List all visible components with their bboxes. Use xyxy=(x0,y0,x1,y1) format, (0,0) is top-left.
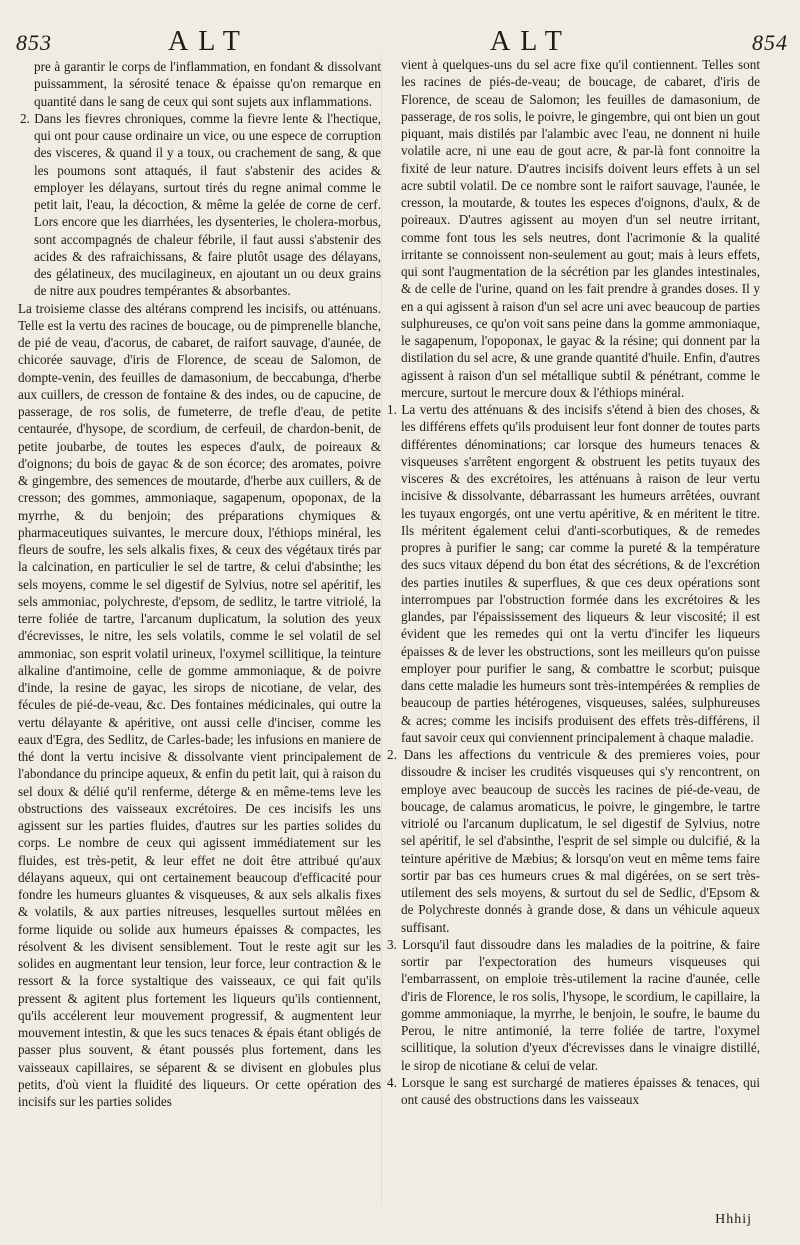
left-running-head: ALT xyxy=(168,26,250,57)
left-paragraph-2: 2. Dans les fievres chroniques, comme la fievre lente & l'hectique, qui ont pour cause ordinaire un vice, ou une espece de corruption des visceres, & quand il y a toux, ou crachement de sang, & que les poumons sont attaqués, il faut s'abstenir des acides & employer les délayans, surtout tirés du regne animal comme le petit lait, l'eau, la décoction, & même la gelée de corne de cerf. Lors encore que les diarrhées, les dysenteries, le cholera-morbus, sont accompagnés de chaleur fébrile, il faut aussi s'abstenir des acides & des rafraichissans, & faire plutôt usage des délayans, des gélatineux, des mucilagineux, en ajoutant un ou deux grains de nitre aux poudres tempérantes & absorbantes. xyxy=(20,110,381,299)
left-text-column xyxy=(18,58,381,1110)
left-page-number: 853 xyxy=(16,30,52,55)
column-gutter xyxy=(381,54,382,1204)
right-page-number: 854 xyxy=(752,30,788,55)
left-paragraph-3: La troisieme classe des altérans comprend les incisifs, ou atténuans. Telle est la vertu des racines de boucage, ou de pimprenelle blanche, de pié de veau, d'acorus, de cabaret, de raifort sauvage, d'aunée, de chicorée sauvage, d'iris de Florence, de sceau de Salomon, de dompte-venin, des feuilles de damasonium, de beccabunga, d'herbe aux cuillers, de cresson de fontaine & des indes, ou de capucine, de passerage, de ros solis, de fumeterre, de trefle d'eau, de petite centaurée, d'hysope, de scordium, de cerfeuil, de chardon-benit, de petite joubarbe, de toutes les especes d'aulx, de poireaux & d'oignons; du bois de gayac & de son écorce; des aromates, poivre & gingembre, des semences de moutarde, d'herbe aux cuillers, & de cresson; des gommes, ammoniaque, sagapenum, opoponax, de la myrrhe, & du benjoin; des préparations chymiques & pharmaceutiques suivantes, le mercure doux, l'éthiops minéral, les fleurs de soufre, les sels alkalis fixes, & ceux des végétaux tirés par la calcination, en particulier le sel de tartre, & celui d'absinthe; les sels moyens, comme le sel digestif de Sylvius, notre sel apéritif, les sels ammoniac, polychreste, d'epsom, de sedlitz, le tartre vitriolé, la terre foliée de tartre, l'arcanum duplicatum, la solution des yeux d'écrevisses, le nitre, les sels volatils, comme le sel volatil de sel ammoniac, son esprit volatil urineux, l'oxymel scillitique, la teinture alkaline d'antimoine, celle de gomme ammoniaque, & de poivre d'inde, la resine de gayac, les sirops de nicotiane, de velar, des fécules de pié-de-veau, &c. Des fontaines médicinales, qui outre la vertu délayante & apéritive, ont aussi celle d'inciser, comme les eaux d'Egra, des Sedlitz, de Carles-bade; les infusions en maniere de thé dont la vertu incisive & dissolvante vient principalement de l'abondance du principe aqueux, & enfin du petit lait, qui à raison du sel doux & délié qu'il renferme, déterge & en même-tems leve les obstructions des vaisseaux excrétoires. De ces incisifs les uns agissent sur les parties fluides, d'autres sur les parties solides du corps. Le nombre de ceux qui agissent immédiatement sur les fluides, est très-petit, & leur effet ne doit être attribué qu'aux délayans aqueux, qui ont certainement beaucoup d'efficacité pour fondre les humeurs gluantes & visqueuses, & aux sels alkalis fixes & volatils, & aux parties nitreuses, lesquelles surtout mêlées en forme liquide ou solide aux humeurs épaisses & compactes, les résolvent & les divisent sensiblement. Tout le reste agit sur les solides en augmentant leur tension, leur force, leur contraction & le ressort & la force systaltique des vaisseaux, ce qui fait qu'ils pressent & agitent plus fortement les liqueurs qu'ils contiennent, qu'ils accélerent leur mouvement progressif, & augmentent leur mouvement intestin, & que les sucs tenaces & épais étant obligés de passer plus souvent, & étant poussés plus fortement, dans les vaisseaux capillaires, se séparent & se divisent en globules plus petits, d'où vient la fluidité des liqueurs. Or cette opération des incisifs sur les parties solides xyxy=(18,300,381,1109)
right-text-column xyxy=(385,56,760,1108)
right-paragraph-continuation: vient à quelques-uns du sel acre fixe qu'il contiennent. Telles sont les racines de piés-de-veau; de boucage, de cabaret, d'iris de Florence, de sceau de Salomon; les feuilles de damasonium, de passerage, de ros solis, le poivre, le gingembre, qui ont bien un gout piquant, mais distilés par l'alambic avec l'eau, ne donnent ni huile volatile acre, ni une eau de gout acre, & par-là font connoitre la fixité de leur nature. D'autres incisifs doivent leurs effets à un sel acre subtil volatil. De ce nombre sont le raifort sauvage, l'aunée, le cresson, la moutarde, & toutes les especes d'oignons, d'aulx, & de poireaux. D'autres agissent au moyen d'un sel neutre irritant, comme font tous les sels neutres, dont l'acrimonie & la qualité irritante se connoissent non-seulement au gout; mais à leurs effets, qui sont l'augmentation de la sécrétion par les glandes intestinales, & de celle de l'urine, quand on les fait prendre à grandes doses. Il y en a qui agissent à raison d'un sel acre uni avec beaucoup de parties sulphureuses, ce qu'on voit sans peine dans la gomme ammoniaque, le sagapenum, l'opoponax, le gayac & la résine; qui donnent par la distilation du sel acre, & une grande quantité d'huile. Enfin, d'autres agissent à raison d'un sel métallique subtil & pénétrant, comme le mercure, surtout le mercure doux & l'éthiops minéral. xyxy=(401,57,760,400)
left-paragraph-continuation: pre à garantir le corps de l'inflammation, en fondant & dissolvant puissamment, la sérosité tenace & épaisse qu'on remarque en quantité dans le sang de ceux qui sont sujets aux inflammations. xyxy=(34,59,381,109)
right-paragraph-3: 3. Lorsqu'il faut dissoudre dans les maladies de la poitrine, & faire sortir par l'expectoration des humeurs visqueuses qui l'embarrassent, on emploie très-utilement la racine d'aunée, celle d'iris de Florence, le ros solis, l'hysope, le scordium, le capillaire, la gomme ammoniaque, la myrrhe, le benjoin, le soufre, le baume du Perou, le nitre antimonié, la terre foliée de tartre, l'oxymel scillitique, la solution d'yeux d'écrevisses dans le vinaigre distillé, le sirop de nicotiane & celui de velar. xyxy=(387,936,760,1073)
right-running-head: ALT xyxy=(490,26,572,57)
right-paragraph-2: 2. Dans les affections du ventricule & des premieres voies, pour dissoudre & inciser les crudités visqueuses qui s'y rencontrent, on employe avec beaucoup de succès les racines de pié-de-veau, de boucage, de calamus aromaticus, le poivre, le gingembre, le tartre vitriolé ou l'arcanum duplicatum, le sel digestif de Sylvius, notre sel apéritif, le sel d'absinthe, l'esprit de sel simple ou dulcifié, & la teinture apéritive de Mæbius; & lorsqu'on veut en même tems faire sortir par bas ces humeurs crues & mal digérées, on se sert très-utilement des sels moyens, & surtout du sel de Sedlic, d'Epsom & de Polychreste donnés à grande dose, & dans un véhicule aqueux suffisant. xyxy=(387,747,760,935)
right-paragraph-1: 1. La vertu des atténuans & des incisifs s'étend à bien des choses, & les différens effets qu'ils produisent leur font donner de toutes parts différentes dénominations; car lorsque des humeurs tenaces & visqueuses s'arrêtent engorgent & obstruent les petits tuyaux des visceres & des excrétoires, les atténuans à raison de leur vertu incisive & dissolvante, débarrassant les humeurs arrêtées, ouvrant les tuyaux engorgés, ont une vertu apéritive, & en méritent le titre. Ils méritent également celui d'anti-scorbutiques, & de remedes propres à purifier le sang; car comme la pureté & la température des sucs vitaux dépend du bon état des sécrétions, & de l'excrétion des parties inutiles & superflues, & que ces deux opérations sont interrompues par l'obstruction formée dans les excrétoires & les glandes, par l'épaississement des liqueurs & leur viscosité; il est évident que les remedes qui ont la vertu d'incifer les liqueurs épaisses & de lever les obstructions, sont les meilleurs qu'on puisse employer pour purifier le sang, & combattre le scorbut; puisque dans cette maladie les humeurs sont très-intempérées & remplies de beaucoup de parties hétérogenes, visqueuses, salées, sulphureuses & acres; comme les incisifs produisent des effets très-différens, il faut savoir ceux qui conviennent principalement à chaque maladie. xyxy=(387,402,760,745)
signature-mark: Hhhij xyxy=(715,1212,752,1227)
right-paragraph-4: 4. Lorsque le sang est surchargé de matieres épaisses & tenaces, qui ont causé des obstructions dans les vaisseaux xyxy=(387,1074,760,1107)
